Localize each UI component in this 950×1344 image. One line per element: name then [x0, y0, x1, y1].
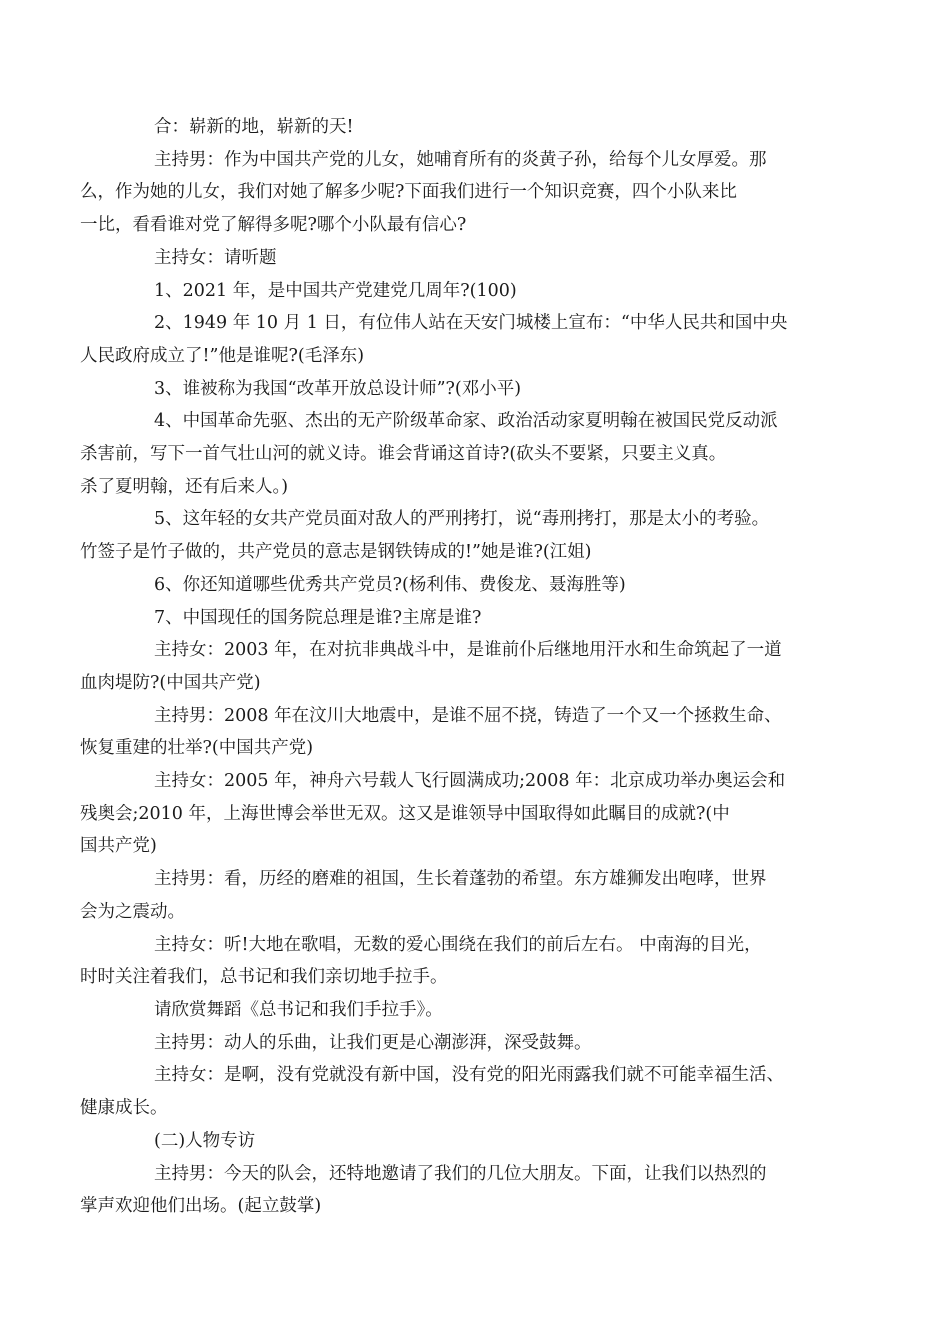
- paragraph: [80, 863, 835, 928]
- text-line: 么，作为她的儿女，我们对她了解多少呢?下面我们进行一个知识竞赛，四个小队来比: [80, 182, 737, 203]
- text-line: 时时关注着我们，总书记和我们亲切地手拉手。: [80, 967, 448, 988]
- paragraph: [117, 242, 835, 275]
- text-line: 1、2021 年，是中国共产党建党几周年?(100): [154, 280, 517, 301]
- paragraph: [80, 1158, 835, 1223]
- text-line: 主持女：听!大地在歌唱，无数的爱心围绕在我们的前后左右。 中南海的目光，: [154, 934, 762, 955]
- text-line: 主持女：请听题: [154, 247, 277, 268]
- text-line: 杀害前，写下一首气壮山河的就义诗。谁会背诵这首诗?(砍头不要紧，只要主义真。: [80, 444, 727, 465]
- paragraph: [117, 373, 835, 406]
- paragraph: [117, 602, 835, 635]
- text-line: 5、这年轻的女共产党员面对敌人的严刑拷打，说“毒刑拷打，那是太小的考验。: [154, 509, 770, 530]
- text-line: 7、中国现任的国务院总理是谁?主席是谁?: [154, 607, 482, 628]
- text-line: 4、中国革命先驱、杰出的无产阶级革命家、政治活动家夏明翰在被国民党反动派: [154, 411, 778, 432]
- text-line: 2、1949 年 10 月 1 日，有位伟人站在天安门城楼上宣布：“中华人民共和国中央: [154, 313, 788, 334]
- text-line: 3、谁被称为我国“改革开放总设计师”?(邓小平): [154, 378, 522, 399]
- paragraph: [80, 307, 835, 372]
- text-line: 恢复重建的壮举?(中国共产党): [80, 738, 314, 759]
- paragraph: [117, 275, 835, 308]
- paragraph: [80, 634, 835, 699]
- paragraph: [80, 144, 835, 242]
- text-line: 一比，看看谁对党了解得多呢?哪个小队最有信心?: [80, 215, 467, 236]
- paragraph: [117, 569, 835, 602]
- text-line: 主持男：动人的乐曲，让我们更是心潮澎湃，深受鼓舞。: [154, 1032, 592, 1053]
- paragraph: [117, 1125, 835, 1158]
- text-line: 主持女：2005 年，神舟六号载人飞行圆满成功;2008 年：北京成功举办奥运会和: [154, 771, 786, 792]
- text-line: 会为之震动。: [80, 901, 185, 922]
- paragraph: [80, 405, 835, 503]
- text-line: 主持男：作为中国共产党的儿女，她哺育所有的炎黄子孙，给每个儿女厚爱。那: [154, 149, 767, 170]
- text-line: 竹签子是竹子做的，共产党员的意志是钢铁铸成的!”她是谁?(江姐): [80, 542, 592, 563]
- document-page: [80, 111, 835, 1223]
- text-line: 主持男：看，历经的磨难的祖国，生长着蓬勃的希望。东方雄狮发出咆哮，世界: [154, 869, 767, 890]
- text-line: (二)人物专访: [154, 1130, 256, 1151]
- paragraph: [80, 1059, 835, 1124]
- paragraph: [80, 765, 835, 863]
- text-line: 主持男：今天的队会，还特地邀请了我们的几位大朋友。下面，让我们以热烈的: [154, 1163, 767, 1184]
- paragraph: [117, 994, 835, 1027]
- paragraph: [117, 1027, 835, 1060]
- text-line: 6、你还知道哪些优秀共产党员?(杨利伟、费俊龙、聂海胜等): [154, 574, 626, 595]
- paragraph: [117, 111, 835, 144]
- text-line: 杀了夏明翰，还有后来人。): [80, 476, 289, 497]
- text-line: 血肉堤防?(中国共产党): [80, 672, 261, 693]
- paragraph: [80, 700, 835, 765]
- paragraph: [80, 929, 835, 994]
- paragraph: [80, 503, 835, 568]
- text-line: 掌声欢迎他们出场。(起立鼓掌): [80, 1196, 322, 1217]
- text-line: 合：崭新的地，崭新的天!: [154, 117, 354, 137]
- text-line: 国共产党): [80, 836, 157, 857]
- text-line: 健康成长。: [80, 1098, 168, 1119]
- text-line: 请欣赏舞蹈《总书记和我们手拉手》。: [154, 999, 443, 1020]
- text-line: 残奥会;2010 年，上海世博会举世无双。这又是谁领导中国取得如此瞩目的成就?(中: [80, 803, 730, 824]
- text-line: 主持女：2003 年，在对抗非典战斗中，是谁前仆后继地用汗水和生命筑起了一道: [154, 640, 782, 661]
- text-line: 主持女：是啊，没有党就没有新中国，没有党的阳光雨露我们就不可能幸福生活、: [154, 1065, 784, 1086]
- text-line: 人民政府成立了!”他是谁呢?(毛泽东): [80, 345, 365, 366]
- text-line: 主持男：2008 年在汶川大地震中，是谁不屈不挠，铸造了一个又一个拯救生命、: [154, 705, 782, 726]
